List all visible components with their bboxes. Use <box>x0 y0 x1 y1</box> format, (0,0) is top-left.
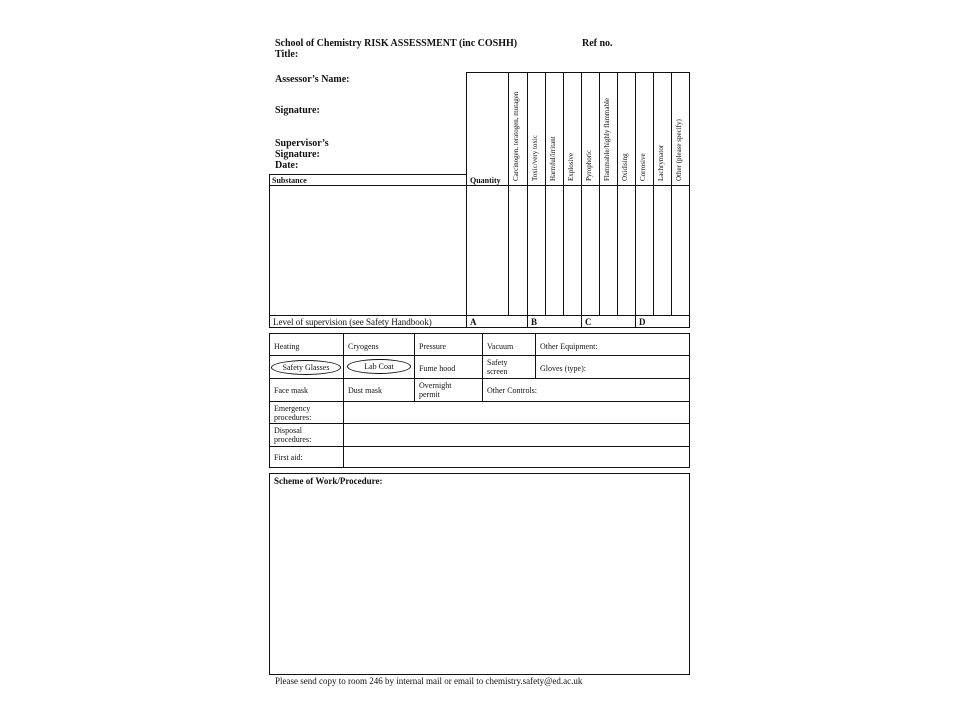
hazard-carcinogen: Carcinogen, teratogen, mutagen <box>512 91 520 181</box>
quantity-header: Quantity <box>470 176 501 185</box>
disposal-line1: Disposal <box>274 426 302 435</box>
supervisor-signature-label: Signature: <box>275 149 320 160</box>
hazard-lachrymator: Lachrymator <box>657 144 665 181</box>
control-cryogens[interactable]: Cryogens <box>348 342 379 351</box>
supervision-level-d[interactable]: D <box>639 317 646 327</box>
safety-screen-line2: screen <box>487 367 508 376</box>
supervisor-label: Supervisor’s <box>275 138 329 149</box>
hazard-explosive: Explosive <box>567 153 575 181</box>
ref-label: Ref no. <box>582 38 613 49</box>
supervision-level-a[interactable]: A <box>470 317 477 327</box>
hazard-oxidising: Oxidising <box>621 153 629 181</box>
hazard-toxic: Toxic/very toxic <box>531 135 539 181</box>
title-label: Title: <box>275 49 299 60</box>
control-pressure[interactable]: Pressure <box>419 342 447 351</box>
signature-label: Signature: <box>275 105 320 116</box>
control-fume-hood[interactable]: Fume hood <box>419 364 456 373</box>
supervision-level-c[interactable]: C <box>585 317 592 327</box>
control-vacuum[interactable]: Vacuum <box>487 342 514 351</box>
supervision-level-b[interactable]: B <box>531 317 538 327</box>
gloves-label: Gloves (type): <box>540 364 586 373</box>
disposal-procedures-label <box>274 426 311 444</box>
emergency-procedures-label <box>274 404 311 422</box>
assessor-label: Assessor’s Name: <box>275 74 350 85</box>
other-equipment-label: Other Equipment: <box>540 342 598 351</box>
other-controls-label: Other Controls: <box>487 386 537 395</box>
hazard-harmful: Harmful/irritant <box>549 136 557 181</box>
supervision-label: Level of supervision (see Safety Handbook) <box>273 317 432 327</box>
safety-screen-line1: Safety <box>487 358 508 367</box>
hazard-other: Other (please specify) <box>675 119 683 181</box>
lab-coat-selected[interactable]: Lab Coat <box>347 359 411 374</box>
first-aid-label: First aid: <box>274 453 303 462</box>
form-title: School of Chemistry RISK ASSESSMENT (inc COSHH) <box>275 38 518 49</box>
disposal-line2: procedures: <box>274 435 312 444</box>
hazard-flammable: Flammable/highly flammable <box>603 97 611 181</box>
control-face-mask[interactable]: Face mask <box>274 386 308 395</box>
control-overnight-permit[interactable] <box>419 381 451 399</box>
date-label: Date: <box>275 160 299 171</box>
substance-header: Substance <box>272 176 307 185</box>
hazard-pyrophoric: Pyrophoric <box>585 149 593 181</box>
overnight-line1: Overnight <box>419 381 452 390</box>
footer-note: Please send copy to room 246 by internal mail or email to chemistry.safety@ed.ac.uk <box>275 676 583 686</box>
emergency-line2: procedures: <box>274 413 312 422</box>
scheme-label: Scheme of Work/Procedure: <box>274 476 383 486</box>
hazard-corrosive: Corrosive <box>639 153 647 181</box>
control-safety-screen[interactable] <box>487 358 507 376</box>
scheme-of-work-box[interactable] <box>269 473 690 675</box>
emergency-line1: Emergency <box>274 404 311 413</box>
overnight-line2: permit <box>419 390 440 399</box>
control-heating[interactable]: Heating <box>274 342 300 351</box>
safety-glasses-selected[interactable]: Safety Glasses <box>271 360 341 375</box>
control-dust-mask[interactable]: Dust mask <box>348 386 382 395</box>
